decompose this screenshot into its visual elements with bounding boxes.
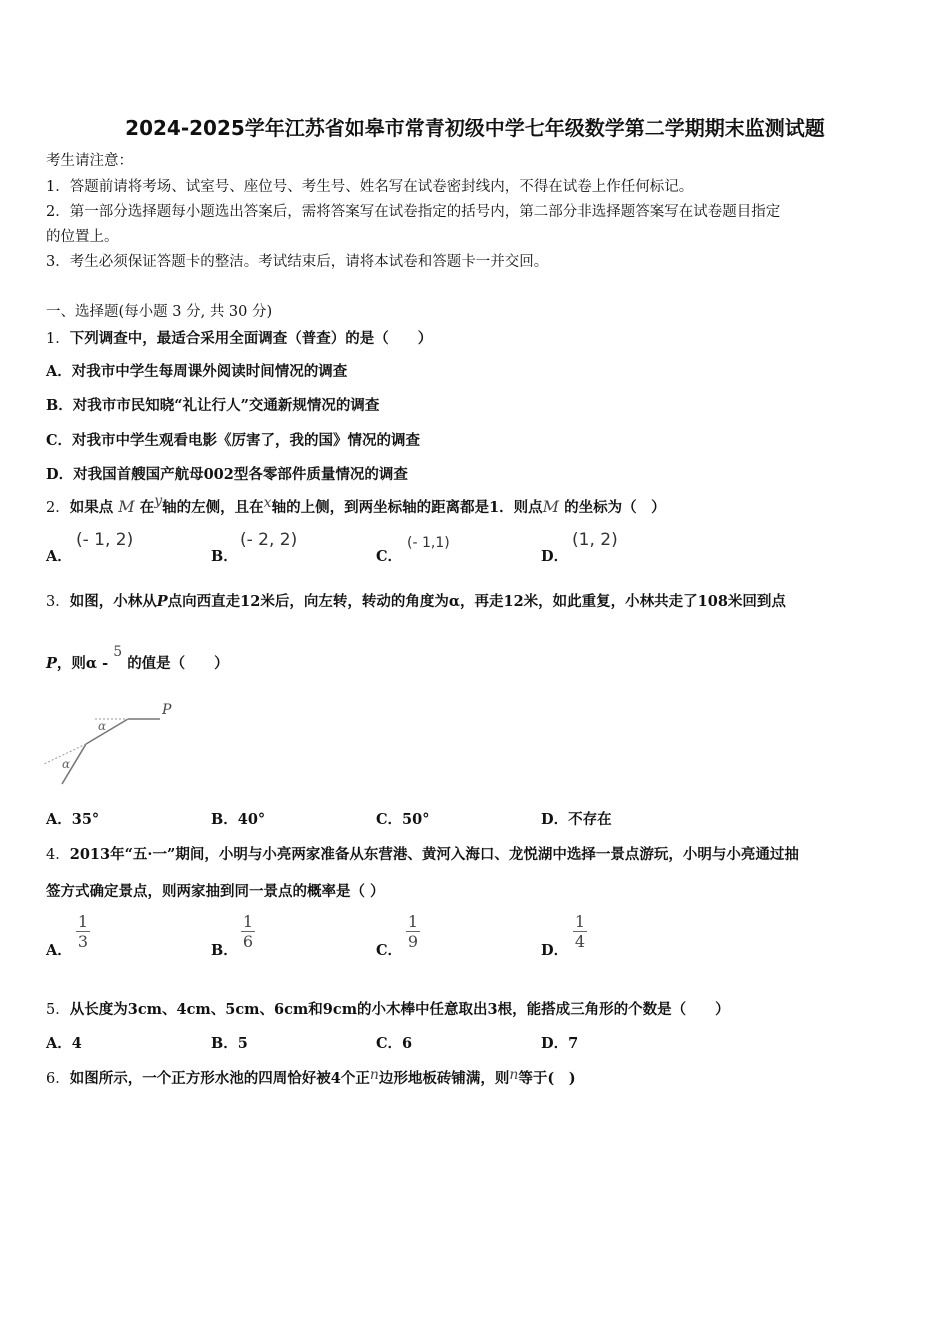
numerator: 1 <box>77 912 89 931</box>
var-x: x <box>263 495 272 511</box>
q1-option-a: A．对我市中学生每周课外阅读时间情况的调查 <box>46 363 348 380</box>
var-n: n <box>509 1067 519 1083</box>
var-n: n <box>369 1067 379 1083</box>
q2-option-a-value: (- 1, 2) <box>76 530 134 550</box>
q5-option-d: D．7 <box>541 1035 579 1052</box>
q4-option-d-fraction <box>573 913 587 950</box>
q2-option-c-value: (- 1,1) <box>407 535 450 551</box>
q3-option-d: D．不存在 <box>541 811 612 828</box>
notice-item: 1．答题前请将考场、试室号、座位号、考生号、姓名写在试卷密封线内，不得在试卷上作任何标记。 <box>46 179 694 195</box>
q4-option-c-label: C． <box>376 942 403 959</box>
q1-option-b: B．对我市市民知晓“礼让行人”交通新规情况的调查 <box>46 397 380 414</box>
q2-option-b-label: B． <box>211 548 238 565</box>
numerator: 1 <box>574 912 586 931</box>
question-3-line2 <box>46 644 229 673</box>
denominator: 9 <box>407 932 419 951</box>
var-p: P <box>46 655 57 672</box>
question-text: 轴的上侧，到两坐标轴的距离都是1．则点 <box>271 499 543 516</box>
q5-option-b: B．5 <box>211 1035 248 1052</box>
q2-option-d-label: D． <box>541 548 569 565</box>
notice-heading: 考生请注意： <box>46 153 133 169</box>
question-text: 轴的左侧，且在 <box>162 499 264 516</box>
question-number: 6． <box>46 1071 70 1087</box>
q5-option-c: C．6 <box>376 1035 413 1052</box>
q3-path-figure <box>40 698 190 790</box>
q2-option-d-value: (1, 2) <box>572 530 618 550</box>
q4-option-a-fraction <box>76 913 90 950</box>
question-text: ，则α - <box>56 655 109 672</box>
question-number: 5． <box>46 1002 70 1018</box>
notice-item: 2．第一部分选择题每小题选出答案后，需将答案写在试卷指定的括号内，第二部分非选择题答案写在试卷题目指定 <box>46 204 781 220</box>
question-text: 等于( ) <box>518 1070 576 1087</box>
q4-option-b-label: B． <box>211 942 238 959</box>
q1-option-c: C．对我市中学生观看电影《厉害了，我的国》情况的调查 <box>46 432 421 449</box>
point-p-label: P <box>162 702 172 718</box>
q3-option-b: B．40° <box>211 811 266 828</box>
page-title: 2024-2025学年江苏省如皋市常青初级中学七年级数学第二学期期末监测试题 <box>125 116 825 140</box>
denominator: 4 <box>574 932 586 951</box>
denominator: 3 <box>77 932 89 951</box>
q4-option-b-fraction <box>241 913 255 950</box>
q5-option-a: A．4 <box>46 1035 82 1052</box>
var-y: y <box>154 493 163 509</box>
question-4 <box>46 843 799 864</box>
q2-option-c-label: C． <box>376 548 403 565</box>
question-3 <box>46 590 786 611</box>
question-text: 如果点 <box>69 499 114 516</box>
alpha-label: α <box>98 719 107 733</box>
alpha-label: α <box>62 757 71 771</box>
notice-item: 的位置上。 <box>46 229 119 245</box>
section-heading: 一、选择题(每小题 3 分, 共 30 分) <box>46 304 273 320</box>
q4-option-d-label: D． <box>541 942 569 959</box>
question-text: 边形地板砖铺满，则 <box>378 1070 510 1087</box>
question-text: 如图所示，一个正方形水池的四周恰好被4个正 <box>69 1070 370 1087</box>
q2-option-a-label: A． <box>46 548 72 565</box>
question-number: 1． <box>46 331 70 347</box>
q1-option-d: D．对我国首艘国产航母002型各零部件质量情况的调查 <box>46 466 408 483</box>
q3-option-c: C．50° <box>376 811 430 828</box>
q4-option-c-fraction <box>406 913 420 950</box>
question-text: 2013年“五·一”期间，小明与小亮两家准备从东营港、黄河入海口、龙悦湖中选择一景点游玩，小明与小亮通过抽 <box>69 846 799 863</box>
question-6 <box>46 1067 576 1088</box>
question-text: 如图，小林从 <box>69 593 157 610</box>
var-p: P <box>156 593 168 610</box>
question-1 <box>46 327 432 348</box>
var-m: M <box>542 497 560 516</box>
path-lines <box>62 719 160 784</box>
question-text: 的值是（ ） <box>127 655 229 672</box>
question-4-line2: 签方式确定景点，则两家抽到同一景点的概率是（ ） <box>46 883 385 900</box>
question-text: 点向西直走12米后，向左转，转动的角度为α，再走12米，如此重复，小林共走了108米回到点 <box>167 593 786 610</box>
q4-option-a-label: A． <box>46 942 72 959</box>
question-number: 2． <box>46 500 70 516</box>
numerator: 1 <box>242 912 254 931</box>
numerator: 1 <box>407 912 419 931</box>
question-text: 在 <box>139 499 155 516</box>
q2-option-b-value: (- 2, 2) <box>240 530 298 550</box>
question-number: 3． <box>46 594 70 610</box>
var-m: M <box>118 497 135 516</box>
question-5 <box>46 998 730 1019</box>
denominator: 6 <box>242 932 254 951</box>
question-text: 下列调查中，最适合采用全面调查（普查）的是（ ） <box>69 330 433 347</box>
notice-item: 3．考生必须保证答题卡的整洁。考试结束后，请将本试卷和答题卡一并交回。 <box>46 254 549 270</box>
question-text: 从长度为3cm、4cm、5cm、6cm和9cm的小木棒中任意取出3根，能搭成三角形的个数是（ ） <box>69 1001 730 1018</box>
q3-option-a: A．35° <box>46 811 100 828</box>
question-2 <box>46 493 666 517</box>
question-number: 4． <box>46 847 70 863</box>
question-text: 的坐标为（ ） <box>564 499 666 516</box>
number-five: 5 <box>113 644 123 660</box>
